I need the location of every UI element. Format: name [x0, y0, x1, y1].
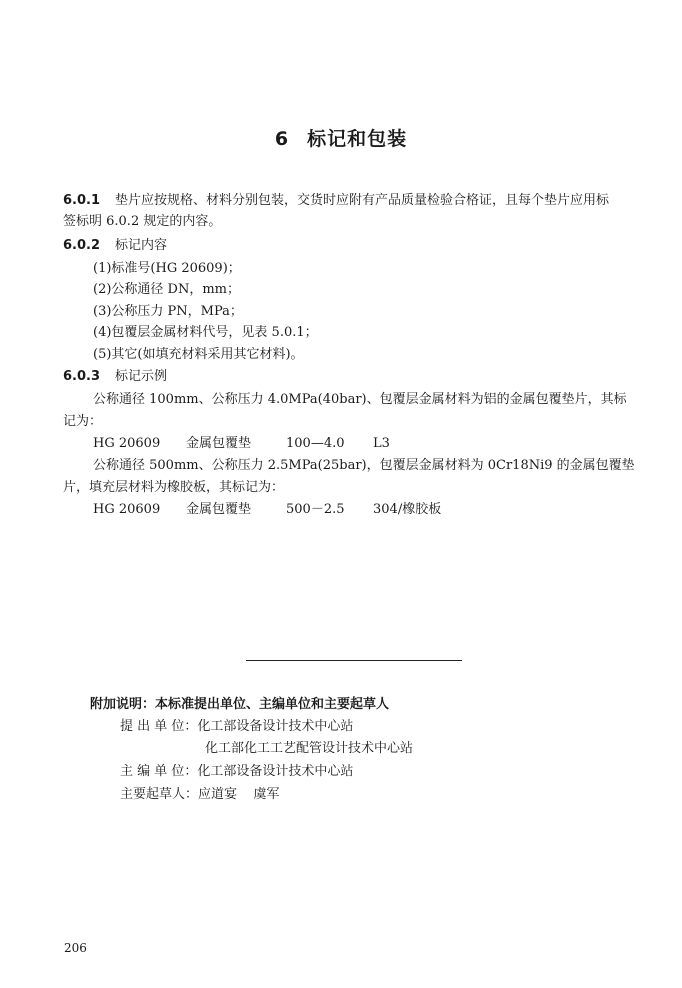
- product-name: 金属包覆垫: [186, 502, 252, 517]
- proposer-value: 化工部设备设计技术中心站: [197, 719, 354, 734]
- size-pressure: 500－2.5: [286, 502, 345, 517]
- drafters-row: [120, 787, 280, 803]
- section-6-0-1: [63, 193, 609, 209]
- section-heading: 标记内容: [115, 238, 168, 253]
- example-text-line: 公称通径 500mm、公称压力 2.5MPa(25bar)，包覆层金属材料为 0Cr18Ni9 的金属包覆垫: [93, 458, 635, 473]
- divider-line: [246, 660, 462, 661]
- list-item: (4)包覆层金属材料代号，见表 5.0.1；: [93, 325, 318, 340]
- editor-value: 化工部设备设计技术中心站: [197, 764, 354, 779]
- material-code: 304/橡胶板: [373, 502, 442, 517]
- material-code: L3: [373, 436, 390, 451]
- example-text-line: 片，填充层材料为橡胶板，其标记为：: [63, 480, 285, 495]
- proposer-row: [120, 719, 353, 735]
- section-6-0-2: [63, 238, 167, 254]
- page-number: 206: [64, 941, 87, 955]
- proposer-label: 提 出 单 位：: [120, 719, 198, 734]
- section-heading: 标记示例: [115, 369, 168, 384]
- example-text-line: 记为：: [63, 414, 103, 429]
- chapter-title: [0, 124, 682, 151]
- section-6-0-3: [63, 369, 167, 385]
- list-item: (3)公称压力 PN，MPa；: [93, 304, 243, 319]
- standard-code: HG 20609: [93, 436, 161, 451]
- section-text-line: 签标明 6.0.2 规定的内容。: [63, 214, 222, 229]
- chapter-number: 6: [274, 128, 290, 150]
- list-item: (5)其它(如填充材料采用其它材料)。: [93, 347, 304, 362]
- drafters-value: 应道宴 虞军: [198, 787, 280, 802]
- standard-code: HG 20609: [93, 502, 161, 517]
- proposer-value: 化工部化工工艺配管设计技术中心站: [205, 741, 414, 756]
- editor-row: [120, 764, 353, 780]
- example-text-line: 公称通径 100mm、公称压力 4.0MPa(40bar)、包覆层金属材料为铝的金属包覆垫片，其标: [93, 392, 627, 407]
- product-name: 金属包覆垫: [186, 436, 252, 451]
- editor-label: 主 编 单 位：: [120, 764, 198, 779]
- chapter-title-text: 标记和包装: [307, 128, 408, 150]
- section-number: 6.0.1: [63, 193, 101, 208]
- section-text-line: 垫片应按规格、材料分别包装，交货时应附有产品质量检验合格证，且每个垫片应用标: [115, 193, 610, 208]
- list-item: (1)标准号(HG 20609)；: [93, 261, 241, 276]
- section-number: 6.0.3: [63, 369, 101, 384]
- appendix-heading: 附加说明：本标准提出单位、主编单位和主要起草人: [90, 697, 390, 712]
- section-number: 6.0.2: [63, 238, 101, 253]
- drafters-label: 主要起草人：: [120, 787, 199, 802]
- size-pressure: 100—4.0: [286, 436, 345, 451]
- list-item: (2)公称通径 DN，mm；: [93, 282, 240, 297]
